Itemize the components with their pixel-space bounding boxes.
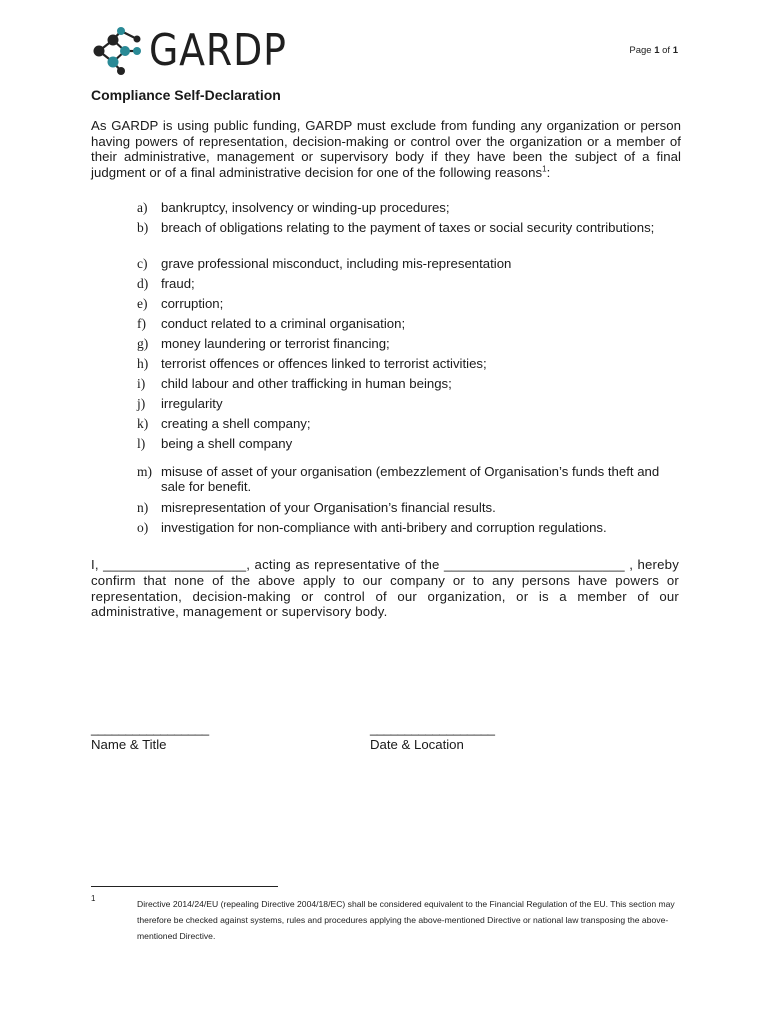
list-item-text: breach of obligations relating to the payment of taxes or social security contributions; [161,220,655,235]
list-item-text: misuse of asset of your organisation (embezzlement of Organisation’s funds theft and sale for benefit. [161,464,660,495]
list-marker: h) [137,356,149,371]
date-location-signature-line[interactable]: __________________ [370,721,495,736]
footnote-text: Directive 2014/24/EU (repealing Directive 2004/18/EC) shall be considered equivalent to the Financial Regulation of the EU. This section may therefore be checked against systems, rules and procedures applying the above-mentioned Directive or national law transposing the above-mentioned Directive. [137,899,675,941]
intro-end: : [546,164,551,180]
list-item-text: creating a shell company; [161,416,311,431]
name-title-label: Name & Title [91,737,167,752]
gardp-logo [91,27,309,75]
footnote-number: 1 [91,894,96,903]
footnote-separator [91,886,278,887]
document-title: Compliance Self-Declaration [91,87,281,103]
date-location-label: Date & Location [370,737,464,752]
list-marker: g) [137,336,149,351]
logo-wordmark: GARDP [149,25,287,76]
page-current: 1 [654,45,660,56]
list-marker: e) [137,296,148,311]
list-marker: b) [137,220,149,235]
list-marker: o) [137,520,149,535]
molecule-logo-icon [91,27,143,75]
list-item-text: conduct related to a criminal organisation; [161,316,406,331]
page-total: 1 [672,45,678,56]
list-marker: c) [137,256,148,271]
list-marker: m) [137,464,152,479]
list-marker: a) [137,200,148,215]
list-marker: k) [137,416,149,431]
page-label: Page [629,45,655,56]
intro-text: As GARDP is using public funding, GARDP must exclude from funding any organization or person having powers of representation, decision-making or control over the organization or a member of their administrative, management or supervisory body if they have been the subject of a final judgment or of a final administrative decision for one of the following reasons [91,118,681,180]
list-item-text: bankruptcy, insolvency or winding-up procedures; [161,200,450,215]
list-item-text: being a shell company [161,436,293,451]
list-item-text: misrepresentation of your Organisation’s financial results. [161,500,496,515]
list-marker: d) [137,276,149,291]
page-of: of [659,45,673,56]
list-marker: f) [137,316,146,331]
list-item-text: investigation for non-compliance with anti-bribery and corruption regulations. [161,520,607,535]
list-marker: n) [137,500,149,515]
intro-paragraph [91,118,681,180]
list-marker: i) [137,376,146,391]
list-marker: l) [137,436,146,451]
list-item-text: fraud; [161,276,195,291]
list-item-text: grave professional misconduct, including mis-representation [161,256,512,271]
list-marker: j) [137,396,146,411]
declaration-paragraph: I, ___________________, acting as representative of the ________________________ , hereby confirm that none of the above apply to our company or to any persons have powers or representation, decision-making or control of our organization, or is a member of our administrative, management or supervisory body. [91,557,679,620]
list-item-text: money laundering or terrorist financing; [161,336,390,351]
list-item-text: terrorist offences or offences linked to terrorist activities; [161,356,487,371]
list-item-text: child labour and other trafficking in human beings; [161,376,452,391]
name-title-signature-line[interactable]: _________________ [91,721,209,736]
footnote-ref[interactable]: 1 [542,164,547,174]
list-item-text: corruption; [161,296,224,311]
list-item-text: irregularity [161,396,223,411]
page-number [629,45,678,56]
